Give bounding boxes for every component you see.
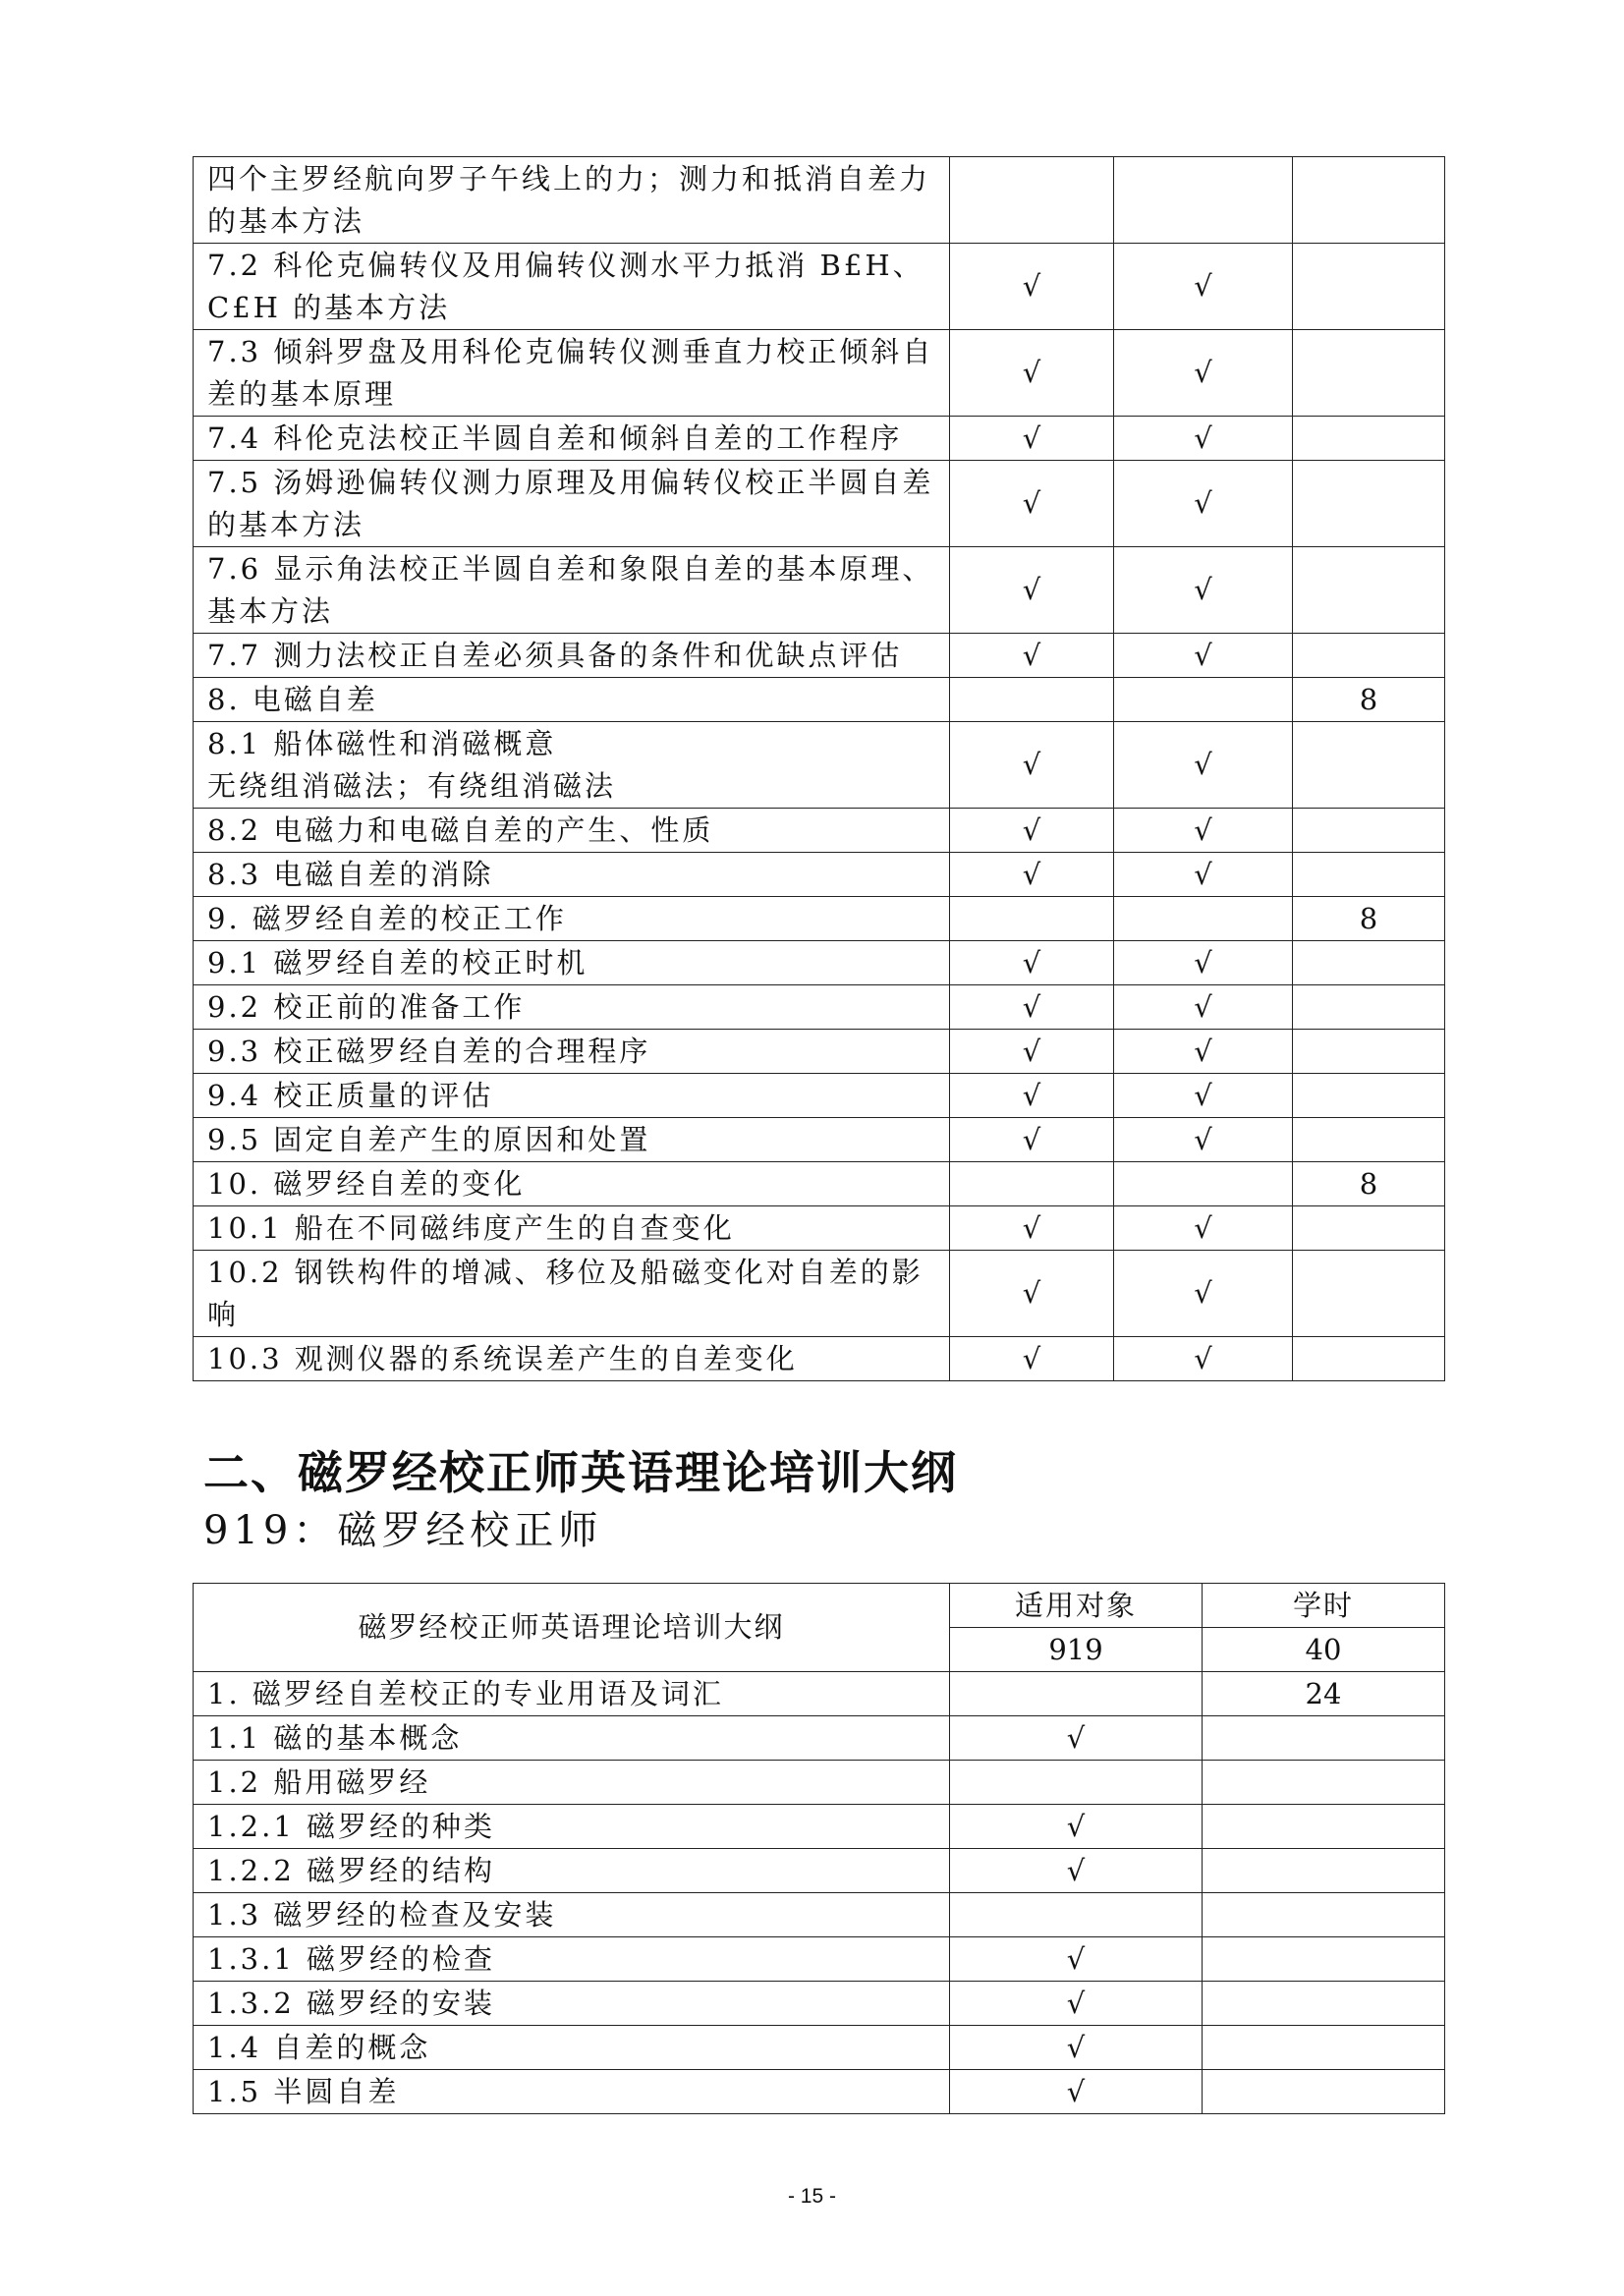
topic-cell: 9.3 校正磁罗经自差的合理程序 xyxy=(194,1030,950,1074)
check-cell-b xyxy=(1114,897,1293,941)
hours-cell xyxy=(1203,1893,1445,1937)
check-cell-b xyxy=(1114,678,1293,722)
target-check-cell xyxy=(950,1672,1203,1716)
topic-cell: 1.1 磁的基本概念 xyxy=(194,1716,950,1761)
check-cell-a: √ xyxy=(950,809,1114,853)
topic-cell: 9.2 校正前的准备工作 xyxy=(194,985,950,1030)
table-row xyxy=(194,634,1445,678)
hours-cell xyxy=(1293,1118,1445,1162)
topic-cell: 1.3.2 磁罗经的安装 xyxy=(194,1982,950,2026)
hours-cell xyxy=(1293,1206,1445,1251)
topic-cell: 9.4 校正质量的评估 xyxy=(194,1074,950,1118)
check-cell-a xyxy=(950,678,1114,722)
hours-cell: 8 xyxy=(1293,1162,1445,1206)
hours-cell xyxy=(1293,157,1445,244)
table-row xyxy=(194,244,1445,330)
topic-cell: 9.1 磁罗经自差的校正时机 xyxy=(194,941,950,985)
check-cell-b: √ xyxy=(1114,1074,1293,1118)
check-cell-a: √ xyxy=(950,1251,1114,1337)
topic-cell: 7.3 倾斜罗盘及用科伦克偏转仪测垂直力校正倾斜自差的基本原理 xyxy=(194,330,950,417)
topic-cell: 1.3.1 磁罗经的检查 xyxy=(194,1937,950,1982)
check-cell-b xyxy=(1114,157,1293,244)
topic-cell: 7.5 汤姆逊偏转仪测力原理及用偏转仪校正半圆自差的基本方法 xyxy=(194,461,950,547)
table-row xyxy=(194,1162,1445,1206)
target-check-cell: √ xyxy=(950,2070,1203,2114)
hours-cell xyxy=(1293,417,1445,461)
table-row xyxy=(194,1074,1445,1118)
hours-cell xyxy=(1293,1074,1445,1118)
table-row xyxy=(194,461,1445,547)
hours-cell xyxy=(1293,722,1445,809)
check-cell-b: √ xyxy=(1114,244,1293,330)
table-row xyxy=(194,2070,1445,2114)
table-row xyxy=(194,1937,1445,1982)
check-cell-b: √ xyxy=(1114,941,1293,985)
check-cell-b: √ xyxy=(1114,634,1293,678)
hours-cell xyxy=(1293,985,1445,1030)
topic-cell: 10.3 观测仪器的系统误差产生的自差变化 xyxy=(194,1337,950,1381)
hours-cell xyxy=(1293,244,1445,330)
hours-cell xyxy=(1293,853,1445,897)
check-cell-b: √ xyxy=(1114,1337,1293,1381)
target-check-cell xyxy=(950,1761,1203,1805)
table-row xyxy=(194,417,1445,461)
check-cell-a: √ xyxy=(950,1337,1114,1381)
page-number: - 15 - xyxy=(787,2185,836,2208)
target-check-cell: √ xyxy=(950,1716,1203,1761)
topic-cell: 8. 电磁自差 xyxy=(194,678,950,722)
hours-cell: 8 xyxy=(1293,678,1445,722)
header-target-value-cell: 919 xyxy=(950,1628,1203,1672)
table-row xyxy=(194,985,1445,1030)
topic-cell: 1.2.1 磁罗经的种类 xyxy=(194,1805,950,1849)
check-cell-b: √ xyxy=(1114,1118,1293,1162)
table-row xyxy=(194,1716,1445,1761)
hours-cell xyxy=(1203,1716,1445,1761)
topic-cell: 10.1 船在不同磁纬度产生的自查变化 xyxy=(194,1206,950,1251)
table-row xyxy=(194,1893,1445,1937)
topic-cell: 7.7 测力法校正自差必须具备的条件和优缺点评估 xyxy=(194,634,950,678)
topic-cell: 10.2 钢铁构件的增减、移位及船磁变化对自差的影响 xyxy=(194,1251,950,1337)
topic-cell: 8.2 电磁力和电磁自差的产生、性质 xyxy=(194,809,950,853)
section-heading: 二、磁罗经校正师英语理论培训大纲 xyxy=(203,1446,958,1499)
hours-cell: 24 xyxy=(1203,1672,1445,1716)
hours-cell xyxy=(1203,2070,1445,2114)
check-cell-b: √ xyxy=(1114,1030,1293,1074)
target-check-cell: √ xyxy=(950,2026,1203,2070)
table-row xyxy=(194,1761,1445,1805)
hours-cell xyxy=(1203,1849,1445,1893)
check-cell-b: √ xyxy=(1114,853,1293,897)
check-cell-a xyxy=(950,897,1114,941)
table-row xyxy=(194,809,1445,853)
check-cell-b: √ xyxy=(1114,809,1293,853)
hours-cell xyxy=(1293,809,1445,853)
syllabus-table-body xyxy=(194,157,1445,1381)
hours-cell xyxy=(1293,461,1445,547)
table-row xyxy=(194,330,1445,417)
topic-cell: 1. 磁罗经自差校正的专业用语及词汇 xyxy=(194,1672,950,1716)
topic-cell: 7.6 显示角法校正半圆自差和象限自差的基本原理、基本方法 xyxy=(194,547,950,634)
check-cell-a: √ xyxy=(950,941,1114,985)
check-cell-b: √ xyxy=(1114,985,1293,1030)
hours-cell xyxy=(1293,634,1445,678)
hours-cell xyxy=(1293,1030,1445,1074)
check-cell-a: √ xyxy=(950,722,1114,809)
topic-cell: 四个主罗经航向罗子午线上的力；测力和抵消自差力的基本方法 xyxy=(194,157,950,244)
check-cell-b: √ xyxy=(1114,1206,1293,1251)
check-cell-a: √ xyxy=(950,1206,1114,1251)
target-check-cell: √ xyxy=(950,1937,1203,1982)
table-header-row xyxy=(194,1584,1445,1628)
hours-cell xyxy=(1203,1805,1445,1849)
topic-cell: 9.5 固定自差产生的原因和处置 xyxy=(194,1118,950,1162)
table-row xyxy=(194,1337,1445,1381)
hours-cell xyxy=(1203,1982,1445,2026)
topic-cell: 1.4 自差的概念 xyxy=(194,2026,950,2070)
topic-cell: 7.2 科伦克偏转仪及用偏转仪测水平力抵消 B£H、C£H 的基本方法 xyxy=(194,244,950,330)
topic-cell: 1.2 船用磁罗经 xyxy=(194,1761,950,1805)
topic-cell: 7.4 科伦克法校正半圆自差和倾斜自差的工作程序 xyxy=(194,417,950,461)
table-row xyxy=(194,1982,1445,2026)
english-syllabus-table xyxy=(193,1583,1445,2114)
check-cell-b: √ xyxy=(1114,330,1293,417)
table-row xyxy=(194,1251,1445,1337)
check-cell-b: √ xyxy=(1114,722,1293,809)
header-hours-cell: 学时 xyxy=(1203,1584,1445,1628)
hours-cell xyxy=(1203,2026,1445,2070)
table-row xyxy=(194,547,1445,634)
hours-cell xyxy=(1293,330,1445,417)
topic-cell: 1.5 半圆自差 xyxy=(194,2070,950,2114)
hours-cell xyxy=(1293,547,1445,634)
check-cell-a: √ xyxy=(950,1118,1114,1162)
check-cell-a xyxy=(950,157,1114,244)
table-row xyxy=(194,1206,1445,1251)
check-cell-b: √ xyxy=(1114,417,1293,461)
check-cell-a xyxy=(950,1162,1114,1206)
hours-cell xyxy=(1203,1937,1445,1982)
syllabus-table-continued xyxy=(193,156,1445,1381)
check-cell-a: √ xyxy=(950,244,1114,330)
check-cell-b: √ xyxy=(1114,461,1293,547)
check-cell-a: √ xyxy=(950,1074,1114,1118)
table-row xyxy=(194,853,1445,897)
check-cell-a: √ xyxy=(950,461,1114,547)
section-subheading: 919：磁罗经校正师 xyxy=(203,1508,603,1553)
check-cell-a: √ xyxy=(950,634,1114,678)
check-cell-a: √ xyxy=(950,330,1114,417)
check-cell-a: √ xyxy=(950,417,1114,461)
hours-cell xyxy=(1203,1761,1445,1805)
table-row xyxy=(194,1672,1445,1716)
topic-cell: 1.3 磁罗经的检查及安装 xyxy=(194,1893,950,1937)
target-check-cell: √ xyxy=(950,1982,1203,2026)
hours-cell xyxy=(1293,1337,1445,1381)
table-row xyxy=(194,678,1445,722)
topic-cell: 8.3 电磁自差的消除 xyxy=(194,853,950,897)
topic-cell: 10. 磁罗经自差的变化 xyxy=(194,1162,950,1206)
table-row xyxy=(194,2026,1445,2070)
english-syllabus-table-body xyxy=(194,1584,1445,2114)
table-row xyxy=(194,941,1445,985)
target-check-cell xyxy=(950,1893,1203,1937)
table-row xyxy=(194,1849,1445,1893)
table-row xyxy=(194,722,1445,809)
table-row xyxy=(194,897,1445,941)
check-cell-a: √ xyxy=(950,985,1114,1030)
target-check-cell: √ xyxy=(950,1805,1203,1849)
header-hours-value-cell: 40 xyxy=(1203,1628,1445,1672)
check-cell-b: √ xyxy=(1114,547,1293,634)
table-row xyxy=(194,1118,1445,1162)
topic-cell: 8.1 船体磁性和消磁概意 无绕组消磁法；有绕组消磁法 xyxy=(194,722,950,809)
table-row xyxy=(194,157,1445,244)
hours-cell xyxy=(1293,1251,1445,1337)
topic-cell: 9. 磁罗经自差的校正工作 xyxy=(194,897,950,941)
hours-cell xyxy=(1293,941,1445,985)
target-check-cell: √ xyxy=(950,1849,1203,1893)
check-cell-a: √ xyxy=(950,1030,1114,1074)
check-cell-a: √ xyxy=(950,853,1114,897)
header-title-cell: 磁罗经校正师英语理论培训大纲 xyxy=(194,1584,950,1672)
check-cell-b: √ xyxy=(1114,1251,1293,1337)
check-cell-b xyxy=(1114,1162,1293,1206)
header-target-cell: 适用对象 xyxy=(950,1584,1203,1628)
hours-cell: 8 xyxy=(1293,897,1445,941)
topic-cell: 1.2.2 磁罗经的结构 xyxy=(194,1849,950,1893)
check-cell-a: √ xyxy=(950,547,1114,634)
table-row xyxy=(194,1030,1445,1074)
table-row xyxy=(194,1805,1445,1849)
